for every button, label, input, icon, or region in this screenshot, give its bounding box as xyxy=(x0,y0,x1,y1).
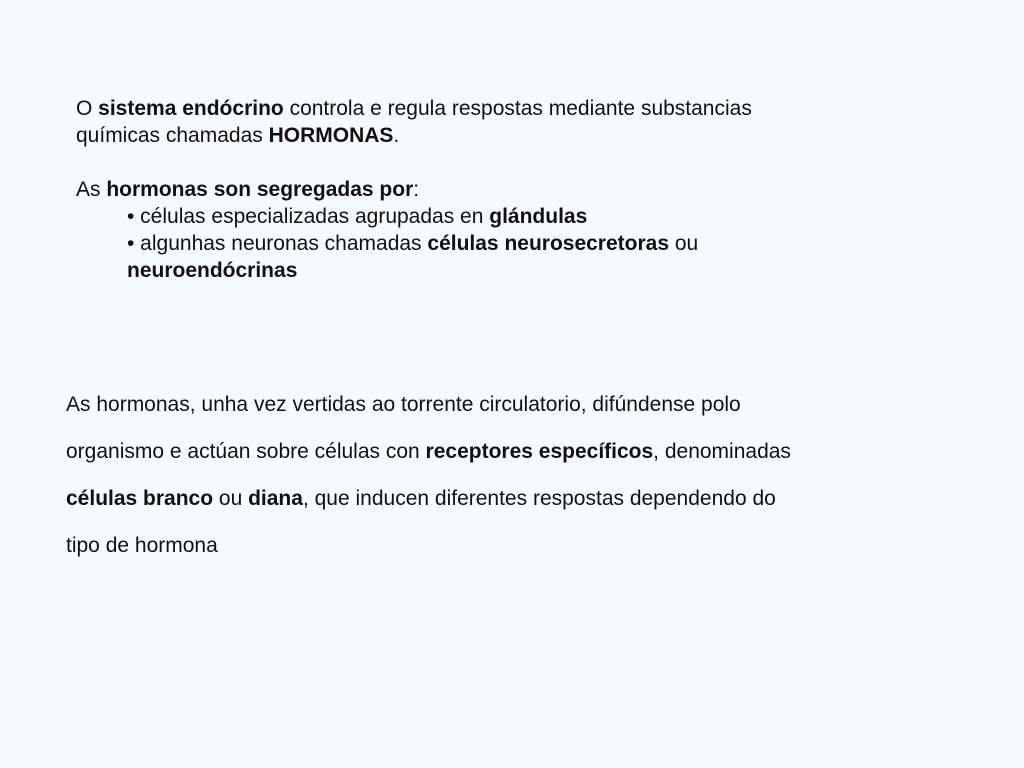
action-text: organismo e actúan sobre células con xyxy=(66,440,426,463)
intro-text: químicas chamadas xyxy=(76,124,269,147)
intro-text: O xyxy=(76,97,99,120)
term-neuroendocrine: neuroendócrinas xyxy=(127,259,298,282)
action-line-4: tipo de hormona xyxy=(66,534,218,557)
bullet-item-neurons-cont xyxy=(127,257,956,284)
bullet-item-glands xyxy=(127,203,956,230)
secretion-text: : xyxy=(413,178,420,201)
spacer xyxy=(76,149,956,176)
bullet-text: • algunhas neuronas chamadas xyxy=(127,232,428,255)
intro-line-2 xyxy=(76,122,956,149)
secretion-text: As xyxy=(76,178,107,201)
intro-text: controla e regula respostas mediante substancias xyxy=(283,97,752,120)
action-text: , denominadas xyxy=(653,440,791,463)
action-text-block xyxy=(66,381,966,569)
term-specific-receptors: receptores específicos xyxy=(425,440,654,463)
term-endocrine-system: sistema endócrino xyxy=(98,97,284,120)
action-text: ou xyxy=(213,487,249,510)
intro-text-block xyxy=(76,95,956,284)
action-line-2 xyxy=(66,428,966,475)
term-diana: diana xyxy=(248,487,303,510)
action-line-3 xyxy=(66,475,966,522)
term-glands: glándulas xyxy=(489,205,588,228)
secretion-lead xyxy=(76,176,956,203)
term-neurosecretory-cells: células neurosecretoras xyxy=(427,232,670,255)
intro-line-1 xyxy=(76,95,956,122)
action-text: , que inducen diferentes respostas dependendo do xyxy=(302,487,776,510)
term-hormones: HORMONAS xyxy=(268,124,394,147)
term-secreted-by: hormonas son segregadas por xyxy=(106,178,414,201)
intro-text: . xyxy=(393,124,400,147)
action-line-1: As hormonas, unha vez vertidas ao torrente circulatorio, difúndense polo xyxy=(66,393,741,416)
term-target-cells: células branco xyxy=(66,487,214,510)
bullet-text: ou xyxy=(669,232,699,255)
bullet-text: • células especializadas agrupadas en xyxy=(127,205,490,228)
bullet-item-neurons xyxy=(127,230,956,257)
